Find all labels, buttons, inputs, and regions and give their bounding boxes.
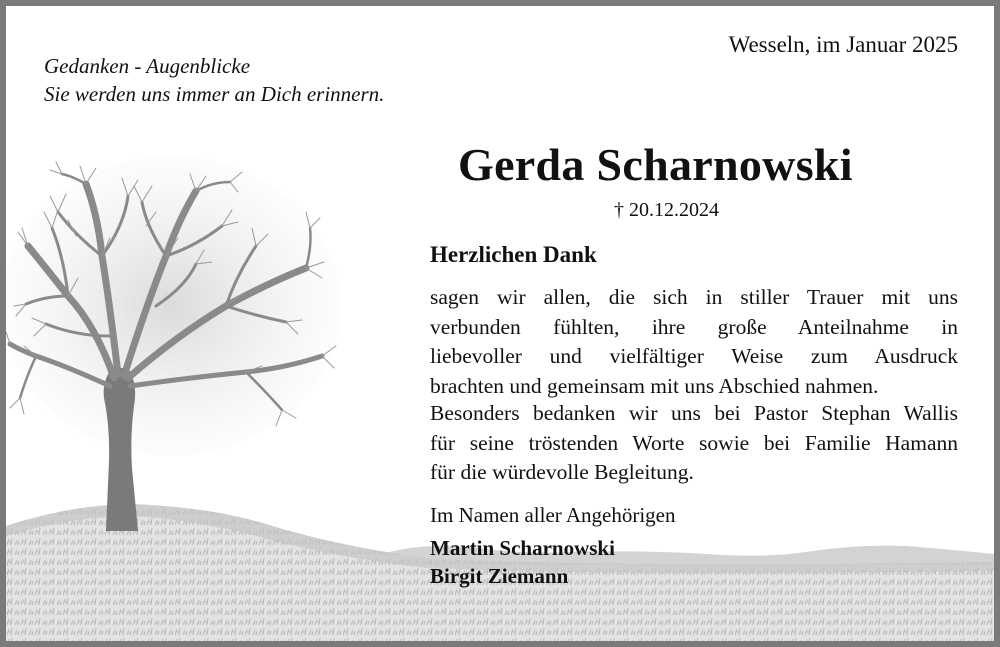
thanks-paragraph bbox=[430, 283, 958, 401]
cross-icon: † bbox=[614, 199, 624, 221]
memorial-quote bbox=[44, 52, 384, 108]
special-thanks-paragraph bbox=[430, 399, 958, 488]
paragraph-line: liebevoller und vielfältiger Weise zum Ausdruck bbox=[430, 344, 958, 368]
paragraph-line: verbunden fühlten, ihre große Anteilnahme in bbox=[430, 314, 958, 339]
thanks-heading: Herzlichen Dank bbox=[430, 242, 597, 267]
place-date: Wesseln, im Januar 2025 bbox=[728, 32, 958, 57]
paragraph-line: Besonders bedanken wir uns bei Pastor Stephan Wallis bbox=[430, 401, 958, 425]
quote-line-2: Sie werden uns immer an Dich erinnern. bbox=[44, 82, 385, 106]
signer-name: Birgit Ziemann bbox=[430, 564, 569, 588]
paragraph-line: für seine tröstenden Worte sowie bei Familie Hamann bbox=[430, 430, 958, 455]
paragraph-line: brachten und gemeinsam mit uns Abschied nahmen. bbox=[430, 373, 879, 398]
signer-name: Martin Scharnowski bbox=[430, 536, 615, 560]
deceased-name: Gerda Scharnowski bbox=[458, 139, 853, 190]
quote-line-1: Gedanken - Augenblicke bbox=[44, 54, 251, 78]
death-date-line bbox=[614, 199, 719, 222]
closing-line: Im Namen aller Angehörigen bbox=[430, 503, 676, 527]
paragraph-line: für die würdevolle Begleitung. bbox=[430, 460, 694, 484]
paragraph-line: sagen wir allen, die sich in stiller Trauer mit uns bbox=[430, 285, 958, 309]
death-date: 20.12.2024 bbox=[629, 199, 719, 221]
